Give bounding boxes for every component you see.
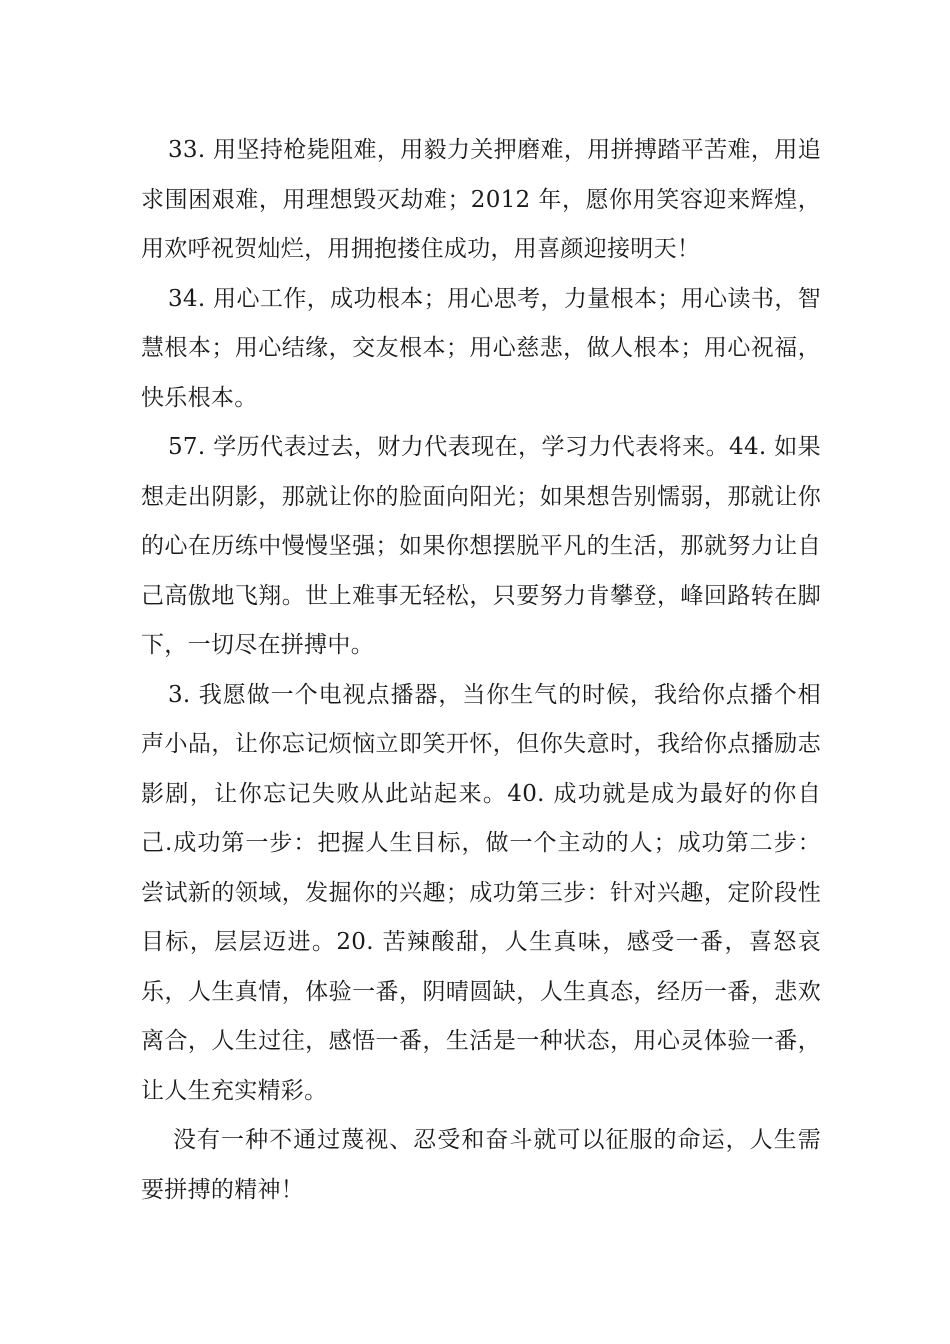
paragraph-33: 33. 用坚持枪毙阻难，用毅力关押磨难，用拼搏踏平苦难，用追求围困艰难，用理想毁灭劫难；2012 年，愿你用笑容迎来辉煌，用欢呼祝贺灿烂，用拥抱搂住成功，用喜颜迎接明天！: [141, 137, 821, 262]
paragraph-3: 3. 我愿做一个电视点播器，当你生气的时候，我给你点播个相声小品，让你忘记烦恼立即笑开怀，但你失意时，我给你点播励志影剧，让你忘记失败从此站起来。40. 成功就是成为最好的你自己.成功第一步：把握人生目标，做一个主动的人；成功第二步：尝试新的领域，发掘你的兴趣；成功第三步：针对兴趣，定阶段性目标，层层迈进。20. 苦辣酸甜，人生真味，感受一番，喜怒哀乐，人生真情，体验一番，阴晴圆缺，人生真态，经历一番，悲欢离合，人生过往，感悟一番，生活是一种状态，用心灵体验一番，让人生充实精彩。: [141, 681, 821, 1104]
paragraph-closing: 没有一种不通过蔑视、忍受和奋斗就可以征服的命运，人生需要拼搏的精神！: [141, 1127, 821, 1203]
paragraph-57: 57. 学历代表过去，财力代表现在，学习力代表将来。44. 如果想走出阴影，那就让你的脸面向阳光；如果想告别懦弱，那就让你的心在历练中慢慢坚强；如果你想摆脱平凡的生活，那就努力让自己高傲地飞翔。世上难事无轻松，只要努力肯攀登，峰回路转在脚下，一切尽在拼搏中。: [141, 434, 821, 658]
paragraph-34: 34. 用心工作，成功根本；用心思考，力量根本；用心读书，智慧根本；用心结缘，交友根本；用心慈悲，做人根本；用心祝福，快乐根本。: [141, 285, 821, 411]
document-body: [141, 126, 821, 1215]
